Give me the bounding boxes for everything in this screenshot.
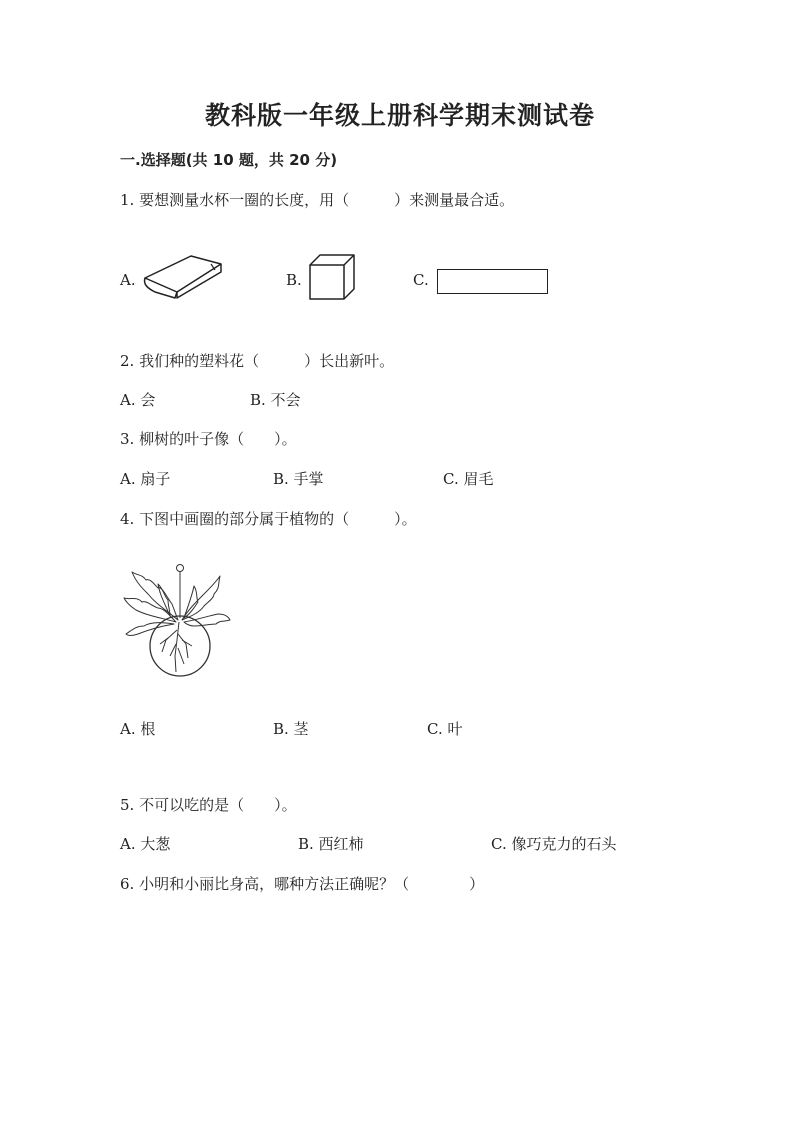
eraser-image: [141, 250, 225, 300]
question-3-option-a[interactable]: A. 扇子: [120, 470, 171, 488]
question-3-option-c[interactable]: C. 眉毛: [443, 470, 494, 488]
question-5-option-a[interactable]: A. 大葱: [120, 835, 171, 853]
question-4-option-b[interactable]: B. 茎: [273, 720, 309, 738]
question-5-option-c[interactable]: C. 像巧克力的石头: [491, 835, 617, 853]
question-5-option-b[interactable]: B. 西红柿: [298, 835, 364, 853]
circled-root-highlight: [150, 616, 210, 676]
question-4-text: 4. 下图中画圈的部分属于植物的（ ）。: [120, 510, 417, 528]
question-5-text: 5. 不可以吃的是（ ）。: [120, 796, 297, 814]
question-2-text: 2. 我们种的塑料花（ ）长出新叶。: [120, 352, 395, 370]
question-3-text: 3. 柳树的叶子像（ ）。: [120, 430, 297, 448]
page-title: 教科版一年级上册科学期末测试卷: [204, 101, 595, 130]
dandelion-plant-image: [122, 560, 234, 678]
section-heading: 一.选择题(共 10 题，共 20 分): [120, 151, 338, 169]
question-3-option-b[interactable]: B. 手掌: [273, 470, 324, 488]
question-4-option-a[interactable]: A. 根: [120, 720, 156, 738]
rectangle-strip-image: [437, 269, 548, 294]
question-1-option-a[interactable]: A.: [120, 271, 136, 289]
question-2-option-b[interactable]: B. 不会: [250, 391, 301, 409]
question-1-option-c[interactable]: C.: [413, 271, 429, 289]
question-2-option-a[interactable]: A. 会: [120, 391, 156, 409]
question-6-text: 6. 小明和小丽比身高，哪种方法正确呢？（ ）: [120, 875, 485, 893]
question-1-option-b[interactable]: B.: [286, 271, 302, 289]
question-4-option-c[interactable]: C. 叶: [427, 720, 463, 738]
cube-image: [307, 252, 357, 302]
question-1-text: 1. 要想测量水杯一圈的长度，用（ ）来测量最合适。: [120, 191, 515, 209]
